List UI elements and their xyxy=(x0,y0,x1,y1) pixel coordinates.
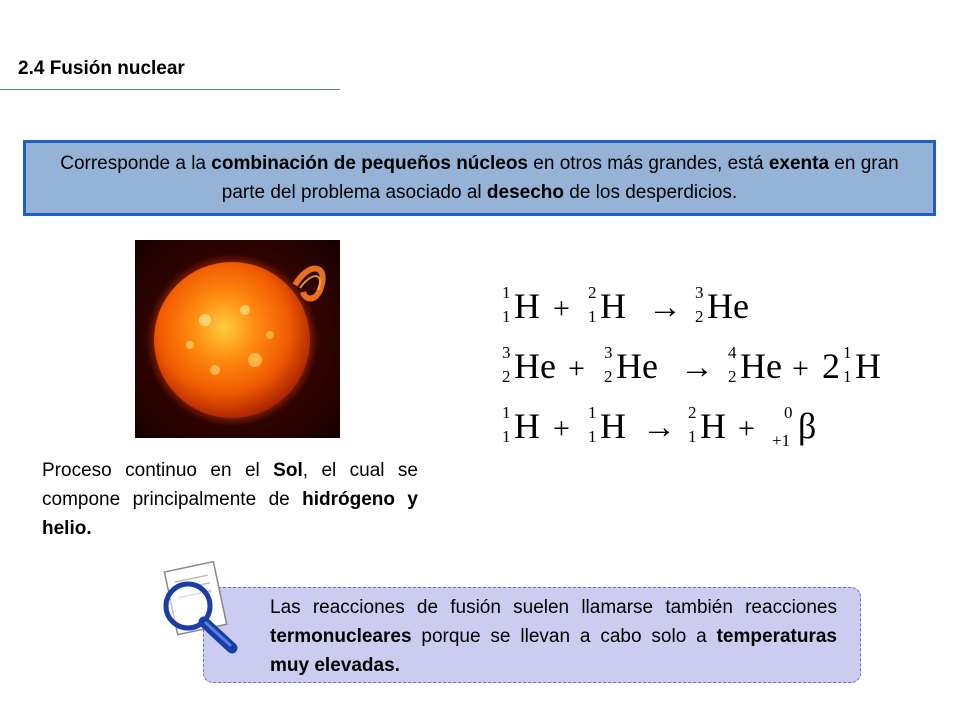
title-underline xyxy=(0,89,340,90)
plus-sign: + xyxy=(738,412,755,445)
arrow-icon: → xyxy=(680,349,714,386)
nuclide-mass-number: 1 xyxy=(843,343,852,362)
sun-description: Proceso continuo en el Sol, el cual se compone principalmente de hidrógeno y helio. xyxy=(42,460,419,539)
nuclide-mass-number: 2 xyxy=(588,283,597,302)
nuclide-symbol: β xyxy=(798,406,817,446)
nuclide-mass-number: 3 xyxy=(695,283,704,302)
nuclide-atomic-number: 1 xyxy=(843,367,852,386)
equation-3 xyxy=(502,403,816,450)
nuclide-symbol: H xyxy=(514,286,540,326)
equation-2 xyxy=(502,343,881,386)
plus-sign: + xyxy=(553,412,570,445)
nuclide-atomic-number: 1 xyxy=(502,427,511,446)
fusion-equations xyxy=(500,280,920,465)
nuclide-atomic-number: 2 xyxy=(604,367,613,386)
plus-sign: + xyxy=(568,352,585,385)
nuclide-symbol: H xyxy=(855,346,881,386)
nuclide-atomic-number: +1 xyxy=(772,431,791,450)
plus-sign: + xyxy=(792,352,809,385)
nuclide-atomic-number: 1 xyxy=(588,307,597,326)
arrow-icon: → xyxy=(648,289,682,326)
definition-box xyxy=(23,140,936,216)
nuclide-mass-number: 1 xyxy=(588,403,597,422)
nuclide-atomic-number: 2 xyxy=(728,367,737,386)
nuclide-symbol: He xyxy=(514,346,556,386)
nuclide-mass-number: 1 xyxy=(502,283,511,302)
note-text: Las reacciones de fusión suelen llamarse también reacciones termonucleares porque se llevan a cabo solo a temperaturas muy elevadas. xyxy=(270,597,837,676)
arrow-icon: → xyxy=(642,409,676,446)
magnifier-icon xyxy=(150,560,245,655)
nuclide-mass-number: 1 xyxy=(502,403,511,422)
nuclide-atomic-number: 1 xyxy=(688,427,697,446)
nuclide-mass-number: 4 xyxy=(728,343,737,362)
nuclide-mass-number: 3 xyxy=(502,343,511,362)
nuclide-mass-number: 3 xyxy=(604,343,613,362)
nuclide-mass-number: 2 xyxy=(688,403,697,422)
nuclide-atomic-number: 2 xyxy=(695,307,704,326)
plus-sign: + xyxy=(553,292,570,325)
nuclide-mass-number: 0 xyxy=(784,403,793,422)
coefficient: 2 xyxy=(822,346,840,386)
nuclide-symbol: He xyxy=(616,346,658,386)
nuclide-atomic-number: 2 xyxy=(502,367,511,386)
nuclide-symbol: H xyxy=(600,406,626,446)
definition-text: Corresponde a la combinación de pequeños núcleos en otros más grandes, está exenta en gran parte del problema asociado al desecho de los desperdicios. xyxy=(60,153,899,203)
equation-1 xyxy=(502,283,749,326)
sun-photo xyxy=(135,240,340,438)
nuclide-atomic-number: 1 xyxy=(588,427,597,446)
nuclide-symbol: H xyxy=(600,286,626,326)
nuclide-symbol: He xyxy=(740,346,782,386)
nuclide-symbol: H xyxy=(514,406,540,446)
page-title: 2.4 Fusión nuclear xyxy=(18,58,185,79)
nuclide-atomic-number: 1 xyxy=(502,307,511,326)
nuclide-symbol: He xyxy=(707,286,749,326)
nuclide-symbol: H xyxy=(700,406,726,446)
